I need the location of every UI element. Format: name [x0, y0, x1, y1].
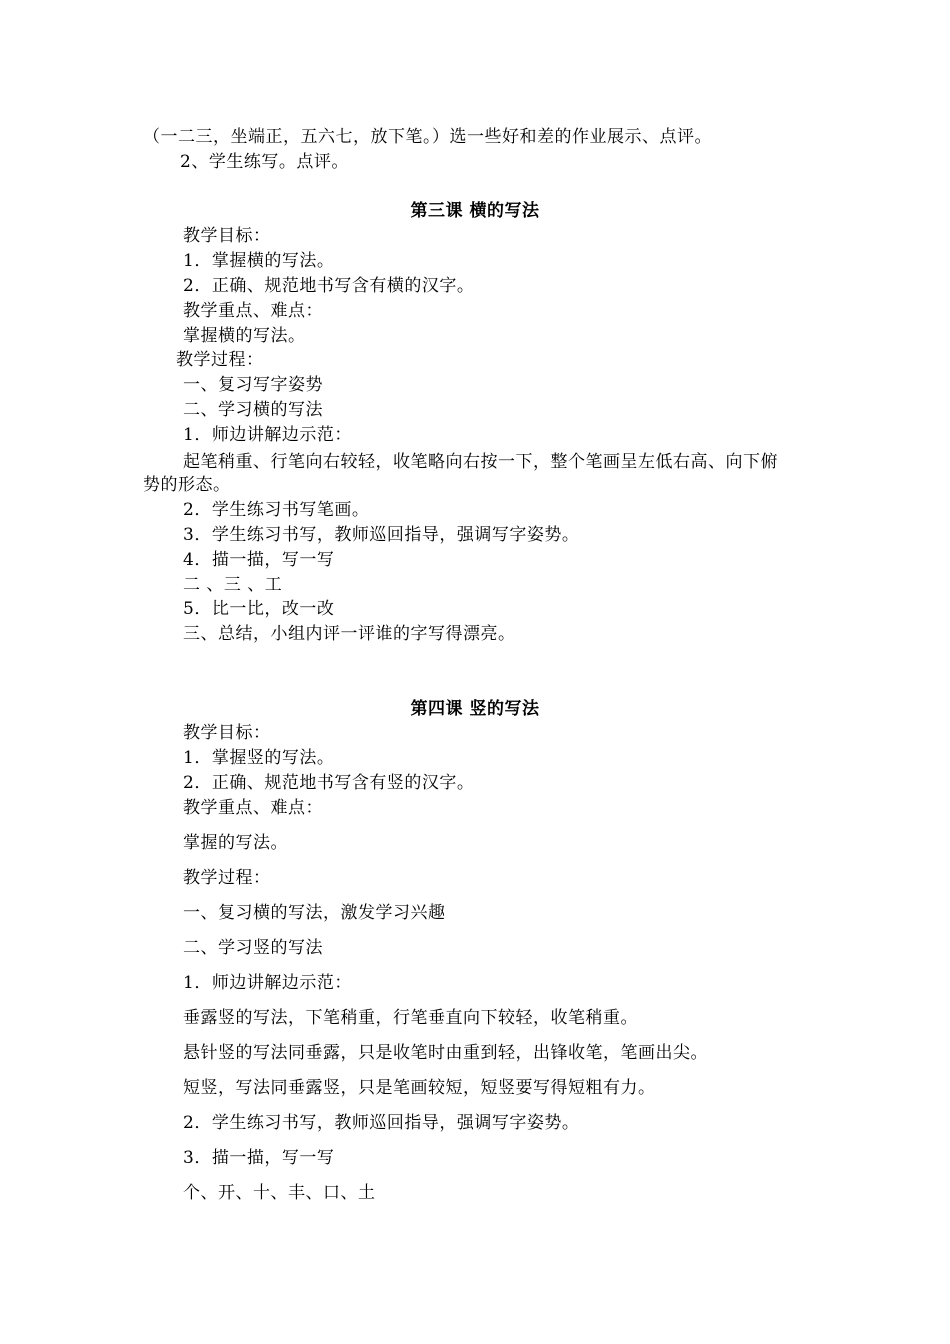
text-line: 2．正确、规范地书写含有横的汉字。	[183, 276, 475, 296]
lesson-3-title: 第三课 横的写法	[410, 201, 540, 221]
text-line: 二 、三 、工	[183, 575, 283, 595]
text-line: 5．比一比，改一改	[183, 599, 335, 619]
text-line: 短竖，写法同垂露竖，只是笔画较短，短竖要写得短粗有力。	[183, 1078, 656, 1098]
text-line: 2、学生练写。点评。	[180, 152, 349, 172]
text-line: 教学过程：	[176, 350, 264, 370]
text-line: 二、学习竖的写法	[183, 938, 323, 958]
text-line: 4．描一描，写一写	[183, 550, 335, 570]
text-line: 二、学习横的写法	[183, 400, 323, 420]
text-line: 悬针竖的写法同垂露，只是收笔时由重到轻，出锋收笔，笔画出尖。	[183, 1043, 708, 1063]
text-line: 3．学生练习书写，教师巡回指导，强调写字姿势。	[183, 525, 580, 545]
text-line: 起笔稍重、行笔向右较轻，收笔略向右按一下，整个笔画呈左低右高、向下俯	[183, 452, 778, 472]
text-line: 2．正确、规范地书写含有竖的汉字。	[183, 773, 475, 793]
text-line: 教学重点、难点：	[183, 798, 323, 818]
text-line: 个、开、十、丰、口、土	[183, 1183, 376, 1203]
text-line: 1．师边讲解边示范：	[183, 425, 352, 445]
text-line: 2．学生练习书写，教师巡回指导，强调写字姿势。	[183, 1113, 580, 1133]
text-line: 教学目标：	[183, 226, 271, 246]
text-line: 掌握横的写法。	[183, 326, 306, 346]
text-line: 掌握的写法。	[183, 833, 288, 853]
text-line: （一二三，坐端正，五六七，放下笔。）选一些好和差的作业展示、点评。	[143, 127, 712, 147]
lesson-4-title: 第四课 竖的写法	[410, 699, 540, 719]
text-line: 势的形态。	[143, 475, 231, 495]
text-line: 教学过程：	[183, 868, 271, 888]
text-line: 教学重点、难点：	[183, 301, 323, 321]
text-line: 1．掌握横的写法。	[183, 251, 335, 271]
text-line: 1．师边讲解边示范：	[183, 973, 352, 993]
text-line: 垂露竖的写法，下笔稍重，行笔垂直向下较轻，收笔稍重。	[183, 1008, 638, 1028]
text-line: 三、总结，小组内评一评谁的字写得漂亮。	[183, 624, 516, 644]
text-line: 一、复习横的写法，激发学习兴趣	[183, 903, 446, 923]
text-line: 3．描一描，写一写	[183, 1148, 335, 1168]
text-line: 2．学生练习书写笔画。	[183, 500, 370, 520]
text-line: 1．掌握竖的写法。	[183, 748, 335, 768]
text-line: 教学目标：	[183, 723, 271, 743]
text-line: 一、复习写字姿势	[183, 375, 323, 395]
